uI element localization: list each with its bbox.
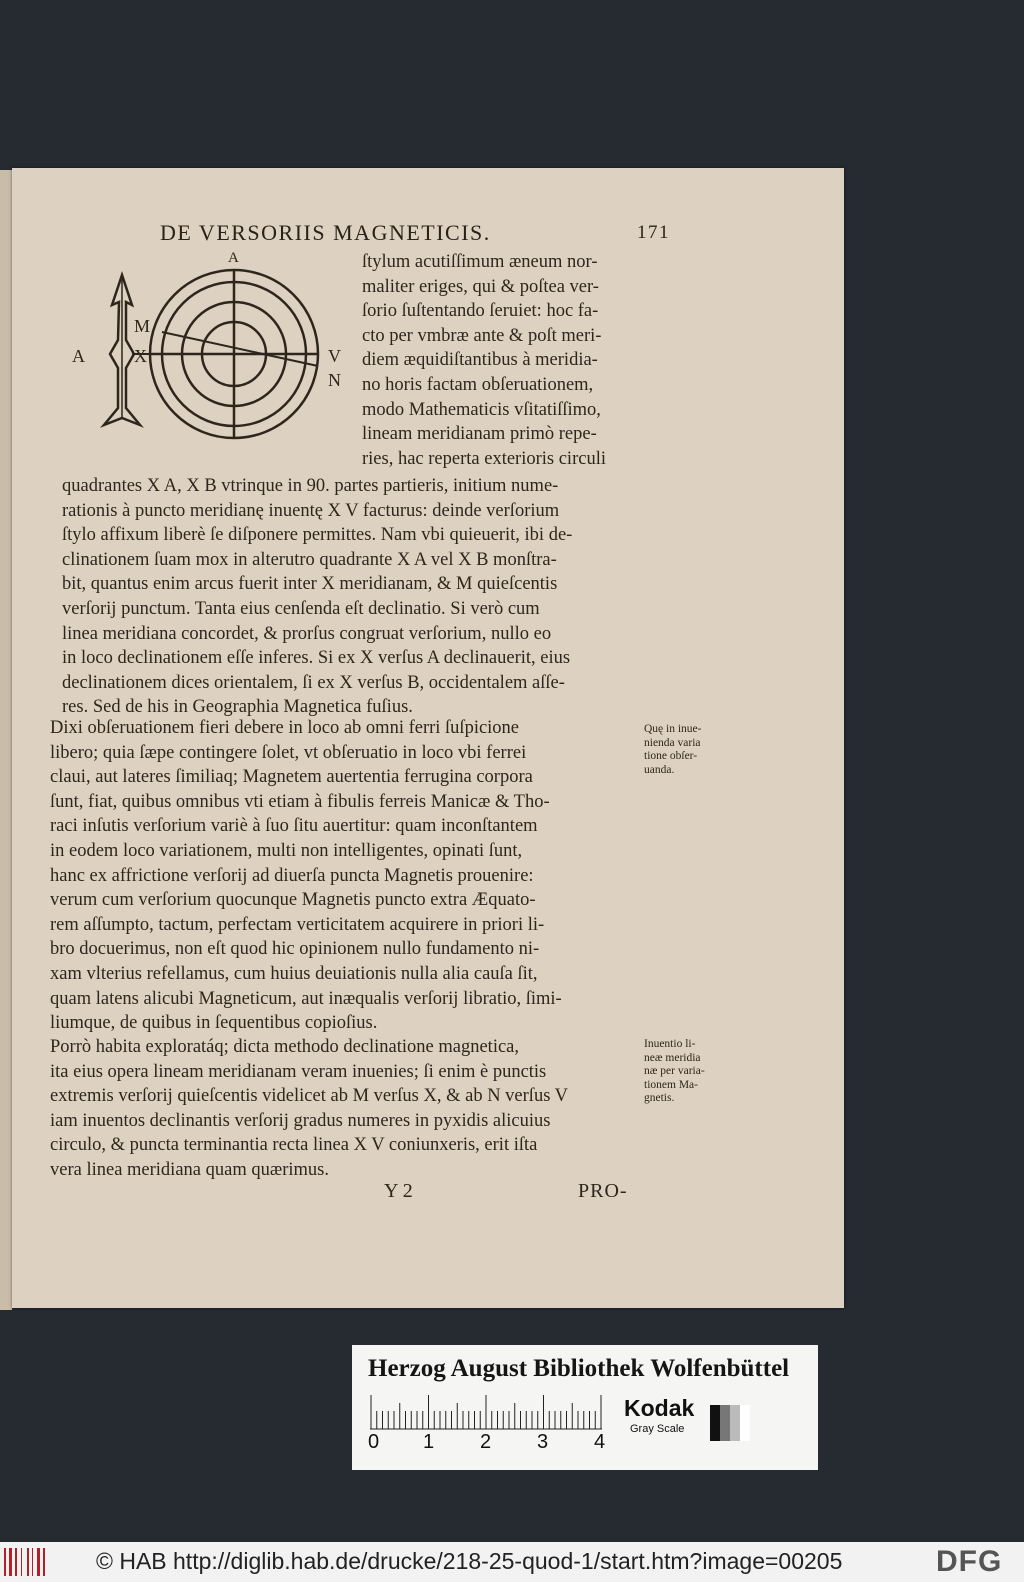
text-line: ſtylum acutiſſimum æneum nor- — [362, 252, 598, 272]
text-line: modo Mathematicis vſitatiſſimo, — [362, 399, 601, 420]
text-line: ita eius opera lineam meridianam veram inuenies; ſi enim è punctis — [50, 1061, 547, 1082]
marginal-note-line: neæ meridia — [644, 1051, 701, 1064]
marginal-note-meridian — [644, 1038, 744, 1106]
text-line: libero; quia ſæpe contingere ſolet, vt obſeruatio in loco vbi ferrei — [50, 742, 527, 763]
ruler-number-1: 1 — [423, 1431, 435, 1453]
marginal-note-line: tionem Ma- — [644, 1078, 698, 1091]
footer-credit: © HAB http://diglib.hab.de/drucke/218-25-quod-1/start.htm?image=00205 — [96, 1548, 843, 1574]
figure-label-n: N — [328, 370, 341, 390]
marginal-note-line: næ per varia- — [644, 1065, 705, 1077]
book-page — [12, 168, 844, 1308]
text-line: in loco declinationem eſſe inferes. Si ex X verſus A declinauerit, eius — [62, 648, 571, 669]
ruler-scale — [370, 1395, 605, 1430]
gray-scale-label: Gray Scale — [630, 1423, 685, 1435]
text-line: verſorij punctum. Tanta eius cenſenda eſt declinatio. Si verò cum — [62, 598, 540, 619]
text-line: ſtylo affixum liberè ſe diſponere permittes. Nam vbi quieuerit, ibi de- — [62, 525, 573, 546]
figure-label-m: M — [134, 316, 151, 336]
barcode-icon — [4, 1548, 50, 1576]
text-line: linea meridiana concordet, & prorſus congruat verſorium, nullo eo — [62, 623, 552, 644]
text-line: rem aſſumpto, tactum, perfectam verticitatem acquirere in priori li- — [50, 914, 545, 935]
text-line: ſunt, fiat, quibus omnibus vti etiam à fibulis ferreis Manicæ & Tho- — [50, 791, 550, 812]
adjacent-page-edge — [0, 170, 12, 1310]
text-line: Porrò habita exploratáq; dicta methodo declinatione magnetica, — [50, 1037, 520, 1057]
text-line: circulo, & puncta terminantia recta linea X V coniunxeris, erit iſta — [50, 1135, 538, 1156]
marginal-note-line: gnetis. — [644, 1092, 675, 1104]
text-line: declinationem dices orientalem, ſi ex X verſus B, occidentalem aſſe- — [62, 672, 565, 693]
text-line: vera linea meridiana quam quærimus. — [50, 1159, 329, 1180]
text-line: rationis à puncto meridianę inuentę X V facturus: deinde verſorium — [62, 500, 560, 521]
marginal-note-line: tione obſer- — [644, 750, 698, 762]
text-line: diem æquidiſtantibus à meridia- — [362, 350, 598, 371]
text-line: hanc ex affrictione verſorij ad diuerſa puncta Magnetis prouenire: — [50, 865, 534, 886]
dfg-logo: DFG — [936, 1545, 1003, 1578]
ruler-number-4: 4 — [594, 1431, 606, 1453]
text-line: clinationem ſuam mox in alterutro quadrante X A vel X B monſtra- — [62, 549, 557, 570]
text-line: quadrantes X A, X B vtrinque in 90. partes partieris, initium nume- — [62, 476, 559, 496]
ruler-numbers — [362, 1431, 612, 1461]
text-line: quam latens alicubi Magneticum, aut inæqualis verſorij libratio, ſimi- — [50, 988, 562, 1009]
barcode-bar — [9, 1548, 12, 1576]
text-line: lineam meridianam primò repe- — [362, 424, 597, 445]
signature-mark: Y 2 — [384, 1180, 413, 1202]
figure-label-top: A — [228, 250, 239, 266]
page-number: 171 — [637, 222, 670, 243]
kodak-brand: Kodak — [624, 1395, 695, 1421]
text-line: in eodem loco variationem, multi non intelligentes, opinati ſunt, — [50, 840, 523, 861]
footer-bar — [0, 1542, 1024, 1582]
ruler-number-2: 2 — [480, 1431, 492, 1453]
text-line: cto per vmbræ ante & poſt meri- — [362, 325, 602, 346]
running-head — [160, 220, 680, 250]
paragraph-3 — [50, 1035, 660, 1183]
running-head-title: DE VERSORIIS MAGNETICIS. — [160, 220, 491, 245]
barcode-bar — [15, 1548, 17, 1576]
marginal-note-line: Inuentio li- — [644, 1038, 696, 1050]
ruler-number-3: 3 — [537, 1431, 549, 1453]
barcode-bar — [21, 1548, 22, 1576]
library-name: Herzog August Bibliothek Wolfenbüttel — [368, 1355, 790, 1382]
marginal-note-line: Quę in inue- — [644, 723, 702, 735]
magnetic-dial-figure — [62, 250, 352, 460]
catchword: PRO- — [578, 1180, 628, 1202]
right-column-text — [362, 250, 662, 471]
barcode-bar — [43, 1548, 45, 1576]
color-reference-card — [352, 1345, 818, 1470]
gray-scale-swatch — [710, 1405, 750, 1441]
text-line: ſorio ſuſtentando ſeruiet: hoc fa- — [362, 301, 599, 322]
paragraph-2 — [50, 716, 660, 1036]
text-line: raci inſutis verſorium variè à ſuo ſitu auertitur: quam inconſtantem — [50, 816, 538, 837]
text-line: iam inuentos declinantis verſorij gradus numeres in pyxidis alicuius — [50, 1110, 551, 1131]
text-line: Dixi obſeruationem fieri debere in loco ab omni ferri ſuſpicione — [50, 718, 520, 738]
marginal-note-observation — [644, 723, 744, 777]
barcode-bar — [27, 1548, 29, 1576]
marginal-note-line: nienda varia — [644, 736, 701, 749]
marginal-note-line: uanda. — [644, 763, 675, 776]
text-line: bro docuerimus, non eſt quod hic opinionem nullo fundamento ni- — [50, 939, 540, 960]
text-line: xam vlterius refellamus, cum huius deuiationis nulla alia cauſa ſit, — [50, 963, 538, 984]
figure-label-a: A — [72, 346, 85, 366]
text-line: no horis factam obſeruationem, — [362, 374, 594, 395]
figure-label-x: X — [134, 346, 147, 366]
text-line: maliter eriges, qui & poſtea ver- — [362, 276, 599, 297]
figure-label-v: V — [328, 346, 341, 366]
text-line: ries, hac reperta exterioris circuli — [362, 448, 606, 469]
text-line: verum cum verſorium quocunque Magnetis puncto extra Æquato- — [50, 890, 536, 911]
text-line: liumque, de quibus in ſequentibus copioſius. — [50, 1013, 378, 1034]
page-footer-line — [12, 1180, 844, 1210]
paragraph-1 — [62, 474, 662, 720]
barcode-bar — [32, 1548, 33, 1576]
text-line: claui, aut lateres ſimiliaq; Magnetem auertentia ferrugina corpora — [50, 767, 533, 788]
barcode-bar — [4, 1548, 6, 1576]
ruler-number-0: 0 — [368, 1431, 380, 1453]
text-line: res. Sed de his in Geographia Magnetica fuſius. — [62, 697, 413, 718]
barcode-bar — [37, 1548, 40, 1576]
text-line: bit, quantus enim arcus fuerit inter X meridianam, & M quieſcentis — [62, 574, 558, 595]
text-line: extremis verſorij quieſcentis videlicet ab M verſus X, & ab N verſus V — [50, 1086, 569, 1107]
